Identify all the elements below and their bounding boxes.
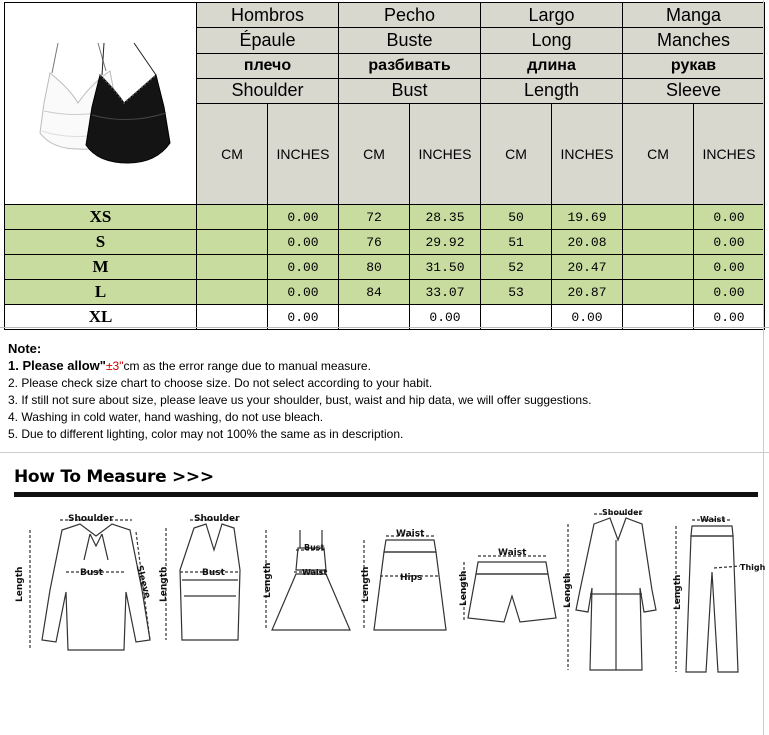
header-bust-en: Bust <box>339 78 481 103</box>
label-sleeve: Sleeve <box>133 564 152 600</box>
label-length: Length <box>263 562 273 598</box>
size-row <box>5 230 765 255</box>
size-cell: 0.00 <box>694 205 765 230</box>
header-shoulder-fr: Épaule <box>197 28 339 53</box>
how-to-measure-title: How To Measure >>> <box>14 467 214 487</box>
size-cell: 19.69 <box>552 205 623 230</box>
shorts-figure <box>464 556 556 622</box>
unit-label: CM <box>481 104 552 205</box>
unit-label: CM <box>339 104 410 205</box>
size-cell <box>197 280 268 305</box>
size-row <box>5 255 765 280</box>
size-cell: 29.92 <box>410 230 481 255</box>
size-cell: 20.08 <box>552 230 623 255</box>
size-cell: 0.00 <box>694 280 765 305</box>
unit-label: CM <box>623 104 694 205</box>
label-length: Length <box>459 570 469 606</box>
size-cell: 0.00 <box>410 305 481 330</box>
size-cell <box>623 305 694 330</box>
unit-label: INCHES <box>410 104 481 205</box>
size-cell: 0.00 <box>268 280 339 305</box>
size-cell: 52 <box>481 255 552 280</box>
divider <box>0 327 769 328</box>
label-hips: Hips <box>400 573 423 583</box>
note-line-1 <box>8 357 758 375</box>
skirt-figure <box>364 536 446 630</box>
size-cell: 50 <box>481 205 552 230</box>
note-line-1-suffix: cm as the error range due to manual measure. <box>123 359 371 373</box>
size-cell <box>197 205 268 230</box>
size-cell: 20.47 <box>552 255 623 280</box>
label-length: Length <box>361 566 371 602</box>
header-bust-fr: Buste <box>339 28 481 53</box>
unit-label: INCHES <box>268 104 339 205</box>
size-label: XS <box>5 205 197 230</box>
size-label: XL <box>5 305 197 330</box>
size-cell <box>623 205 694 230</box>
header-shoulder-es: Hombros <box>197 3 339 28</box>
header-sleeve-es: Manga <box>623 3 765 28</box>
size-label: M <box>5 255 197 280</box>
unit-label: INCHES <box>694 104 765 205</box>
header-sleeve-ru: рукав <box>623 53 765 78</box>
size-cell: 0.00 <box>268 305 339 330</box>
size-cell: 0.00 <box>694 230 765 255</box>
label-length: Length <box>563 572 573 608</box>
header-length-fr: Long <box>481 28 623 53</box>
header-length-ru: длина <box>481 53 623 78</box>
label-waist: Waist <box>498 548 527 558</box>
notes-title: Note: <box>8 341 42 356</box>
header-length-en: Length <box>481 78 623 103</box>
size-cell: 0.00 <box>268 230 339 255</box>
size-cell: 0.00 <box>694 255 765 280</box>
header-shoulder-ru: плечо <box>197 53 339 78</box>
unit-label: CM <box>197 104 268 205</box>
size-cell <box>481 305 552 330</box>
header-bust-ru: разбивать <box>339 53 481 78</box>
size-cell: 72 <box>339 205 410 230</box>
size-cell <box>623 230 694 255</box>
label-waist: Waist <box>700 515 726 524</box>
note-line-1-tolerance: ±3" <box>105 359 124 373</box>
label-length: Length <box>15 566 25 602</box>
size-cell: 0.00 <box>552 305 623 330</box>
header-sleeve-fr: Manches <box>623 28 765 53</box>
note-line-2: 2. Please check size chart to choose size. Do not select according to your habit. <box>8 376 433 390</box>
size-row <box>5 205 765 230</box>
size-cell: 84 <box>339 280 410 305</box>
size-cell: 76 <box>339 230 410 255</box>
size-row <box>5 305 765 330</box>
header-shoulder-en: Shoulder <box>197 78 339 103</box>
note-line-3: 3. If still not sure about size, please leave us your shoulder, bust, waist and hip data, we will offer suggestions. <box>8 393 592 407</box>
size-cell: 20.87 <box>552 280 623 305</box>
label-shoulder: Shoulder <box>602 508 643 517</box>
size-cell: 33.07 <box>410 280 481 305</box>
camisole-photo <box>6 3 196 199</box>
label-waist: Waist <box>396 529 425 539</box>
size-cell <box>623 255 694 280</box>
notes-section <box>8 340 758 443</box>
label-thigh: Thigh <box>740 563 766 572</box>
label-bust: Bust <box>304 543 325 552</box>
size-cell <box>197 230 268 255</box>
size-cell: 28.35 <box>410 205 481 230</box>
header-bust-es: Pecho <box>339 3 481 28</box>
size-cell: 31.50 <box>410 255 481 280</box>
size-cell <box>197 255 268 280</box>
size-cell <box>197 305 268 330</box>
size-label: L <box>5 280 197 305</box>
size-cell: 53 <box>481 280 552 305</box>
note-line-4: 4. Washing in cold water, hand washing, do not use bleach. <box>8 410 324 424</box>
label-shoulder: Shoulder <box>194 514 240 524</box>
size-cell: 0.00 <box>268 205 339 230</box>
label-length: Length <box>159 566 169 602</box>
measurement-illustrations <box>0 500 769 730</box>
coat-figure <box>568 514 656 670</box>
size-cell <box>623 280 694 305</box>
note-line-5: 5. Due to different lighting, color may not 100% the same as in description. <box>8 427 404 441</box>
divider <box>0 452 769 453</box>
size-label: S <box>5 230 197 255</box>
pants-figure <box>676 520 740 672</box>
label-waist: Waist <box>302 568 328 577</box>
product-photo <box>5 3 197 205</box>
blouse-figure <box>30 520 150 650</box>
size-cell: 0.00 <box>694 305 765 330</box>
size-cell: 0.00 <box>268 255 339 280</box>
label-shoulder: Shoulder <box>68 514 114 524</box>
header-length-es: Largo <box>481 3 623 28</box>
size-row <box>5 280 765 305</box>
size-cell: 80 <box>339 255 410 280</box>
size-table <box>4 2 765 330</box>
size-cell <box>339 305 410 330</box>
label-length: Length <box>673 574 683 610</box>
note-line-1-prefix: 1. Please allow" <box>8 358 106 373</box>
size-cell: 51 <box>481 230 552 255</box>
title-underline <box>14 492 758 497</box>
label-bust: Bust <box>202 568 225 578</box>
label-bust: Bust <box>80 568 103 578</box>
unit-label: INCHES <box>552 104 623 205</box>
top-figure <box>166 520 240 640</box>
header-sleeve-en: Sleeve <box>623 78 765 103</box>
